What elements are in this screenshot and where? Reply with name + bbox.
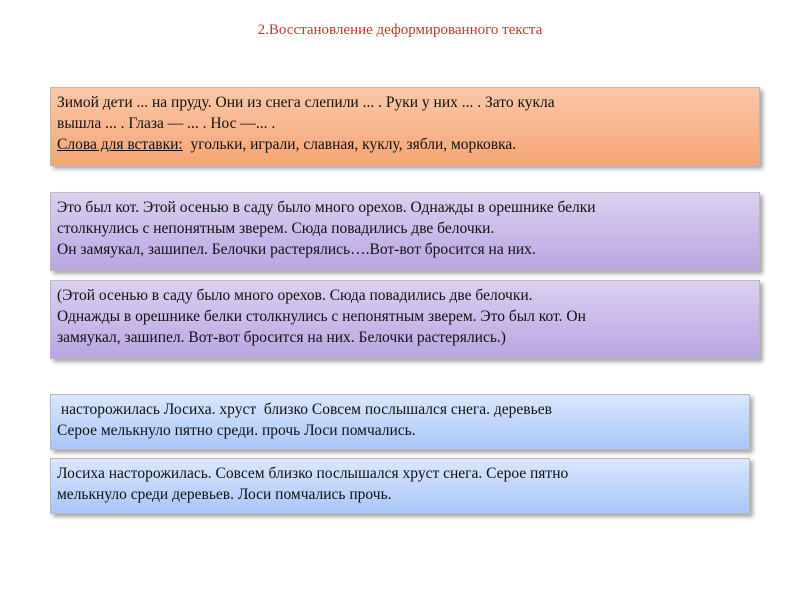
words-list: угольки, играли, славная, куклу, зябли, морковка. <box>182 136 517 153</box>
words-line <box>57 134 753 155</box>
text-line: (Этой осенью в саду было много орехов. Сюда повадились две белочки. <box>57 287 533 304</box>
text-line: Серое мелькнуло пятно среди. прочь Лоси помчались. <box>57 422 416 439</box>
answer-box-restored-text <box>50 280 760 359</box>
text-line: замяукал, зашипел. Вот-вот бросится на них. Белочки растерялись.) <box>57 329 506 346</box>
text-line: Это был кот. Этой осенью в саду было много орехов. Однажды в орешнике белки <box>57 199 596 216</box>
exercise-box-deformed-text <box>50 192 760 271</box>
text-line: мелькнуло среди деревьев. Лоси помчались прочь. <box>57 486 392 503</box>
text-line: насторожилась Лосиха. хруст близко Совсем послышался снега. деревьев <box>57 401 552 418</box>
text-line: столкнулись с непонятным зверем. Сюда повадились две белочки. <box>57 220 495 237</box>
page-title: 2.Восстановление деформированного текста <box>257 22 543 38</box>
exercise-box-shuffled-words <box>50 394 750 450</box>
text-line: Зимой дети ... на пруду. Они из снега слепили ... . Руки у них ... . Зато кукла <box>57 94 555 111</box>
answer-box-correct-sentences <box>50 458 750 514</box>
exercise-box-insert-words <box>50 87 760 166</box>
words-label: Слова для вставки: <box>57 136 183 153</box>
text-line: Лосиха насторожилась. Совсем близко послышался хруст снега. Серое пятно <box>57 465 569 482</box>
text-line: Он замяукал, зашипел. Белочки растерялись….Вот-вот бросится на них. <box>57 241 536 258</box>
text-line: вышла ... . Глаза — ... . Нос —... . <box>57 115 276 132</box>
text-line: Однажды в орешнике белки столкнулись с непонятным зверем. Это был кот. Он <box>57 308 586 325</box>
